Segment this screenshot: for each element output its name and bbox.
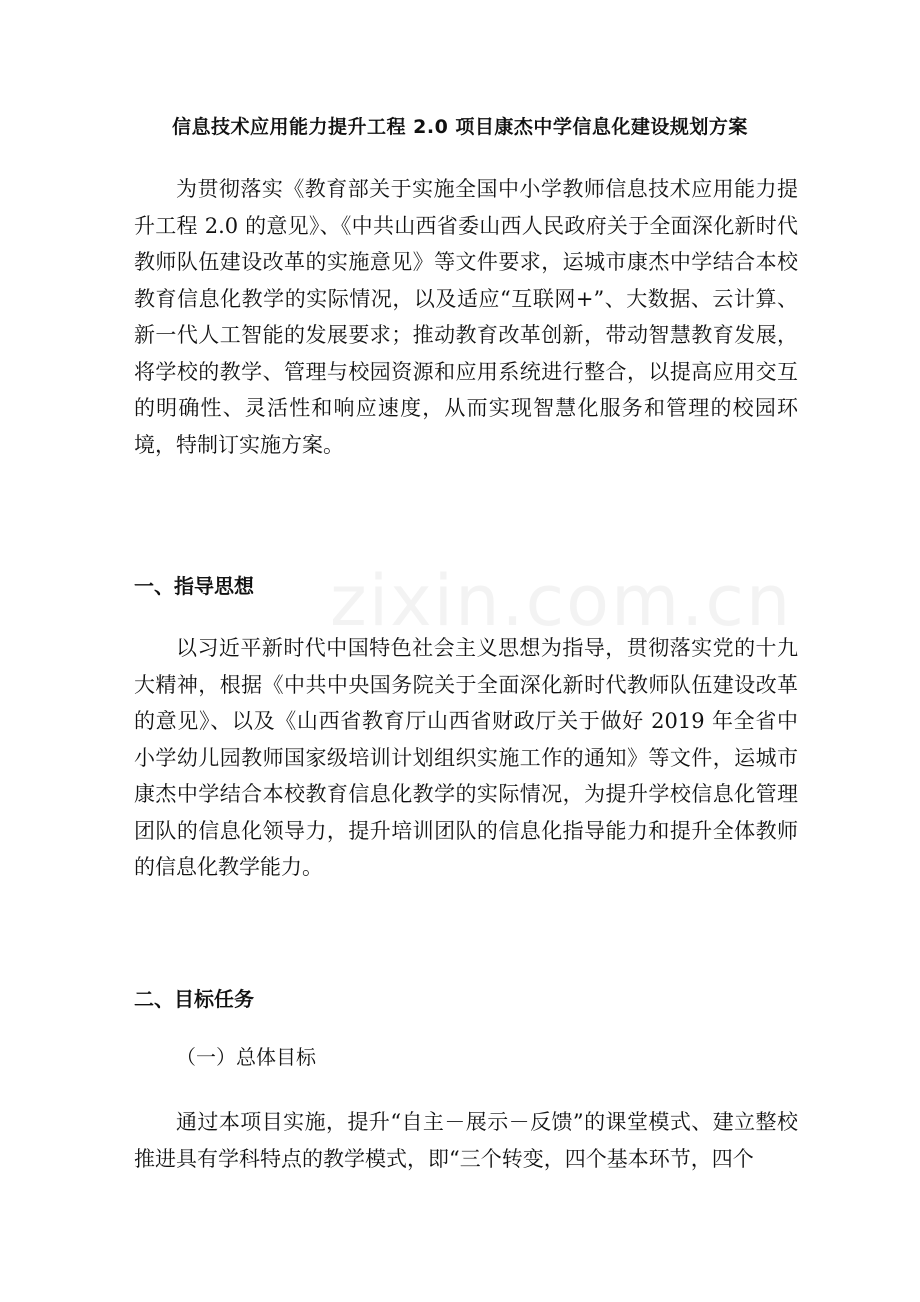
intro-paragraph: 为贯彻落实《教育部关于实施全国中小学教师信息技术应用能力提升工程 2.0 的意见》、《中共山西省委山西人民政府关于全面深化新时代教师队伍建设改革的实施意见》等文件要求，运城市康杰中学结合本校教育信息化教学的实际情况，以及适应“互联网+”、大数据、云计算、新一代人工智能的发展要求；推动教育改革创新，带动智慧教育发展，将学校的教学、管理与校园资源和应用系统进行整合，以提高应用交互的明确性、灵活性和响应速度，从而实现智慧化服务和管理的校园环境，特制订实施方案。 [134,177,798,457]
subheading-overall-goal: （一）总体目标 [176,1045,316,1069]
document-title: 信息技术应用能力提升工程 2.0 项目康杰中学信息化建设规划方案 [172,116,748,138]
section-heading-goals-tasks: 二、目标任务 [134,987,254,1011]
watermark: zixin.com.cn [330,560,793,642]
section-heading-guiding-ideology: 一、指导思想 [134,574,254,598]
guiding-ideology-paragraph: 以习近平新时代中国特色社会主义思想为指导，贯彻落实党的十九大精神，根据《中共中央国务院关于全面深化新时代教师队伍建设改革的意见》、以及《山西省教育厅山西省财政厅关于做好 2019 年全省中小学幼儿园教师国家级培训计划组织实施工作的通知》等文件，运城市康杰中学结合本校教育信息化教学的实际情况，为提升学校信息化管理团队的信息化领导力，提升培训团队的信息化指导能力和提升全体教师的信息化教学能力。 [134,636,798,879]
overall-goal-paragraph: 通过本项目实施，提升“自主－展示－反馈”的课堂模式、建立整校推进具有学科特点的教学模式，即“三个转变，四个基本环节，四个 [134,1110,798,1171]
